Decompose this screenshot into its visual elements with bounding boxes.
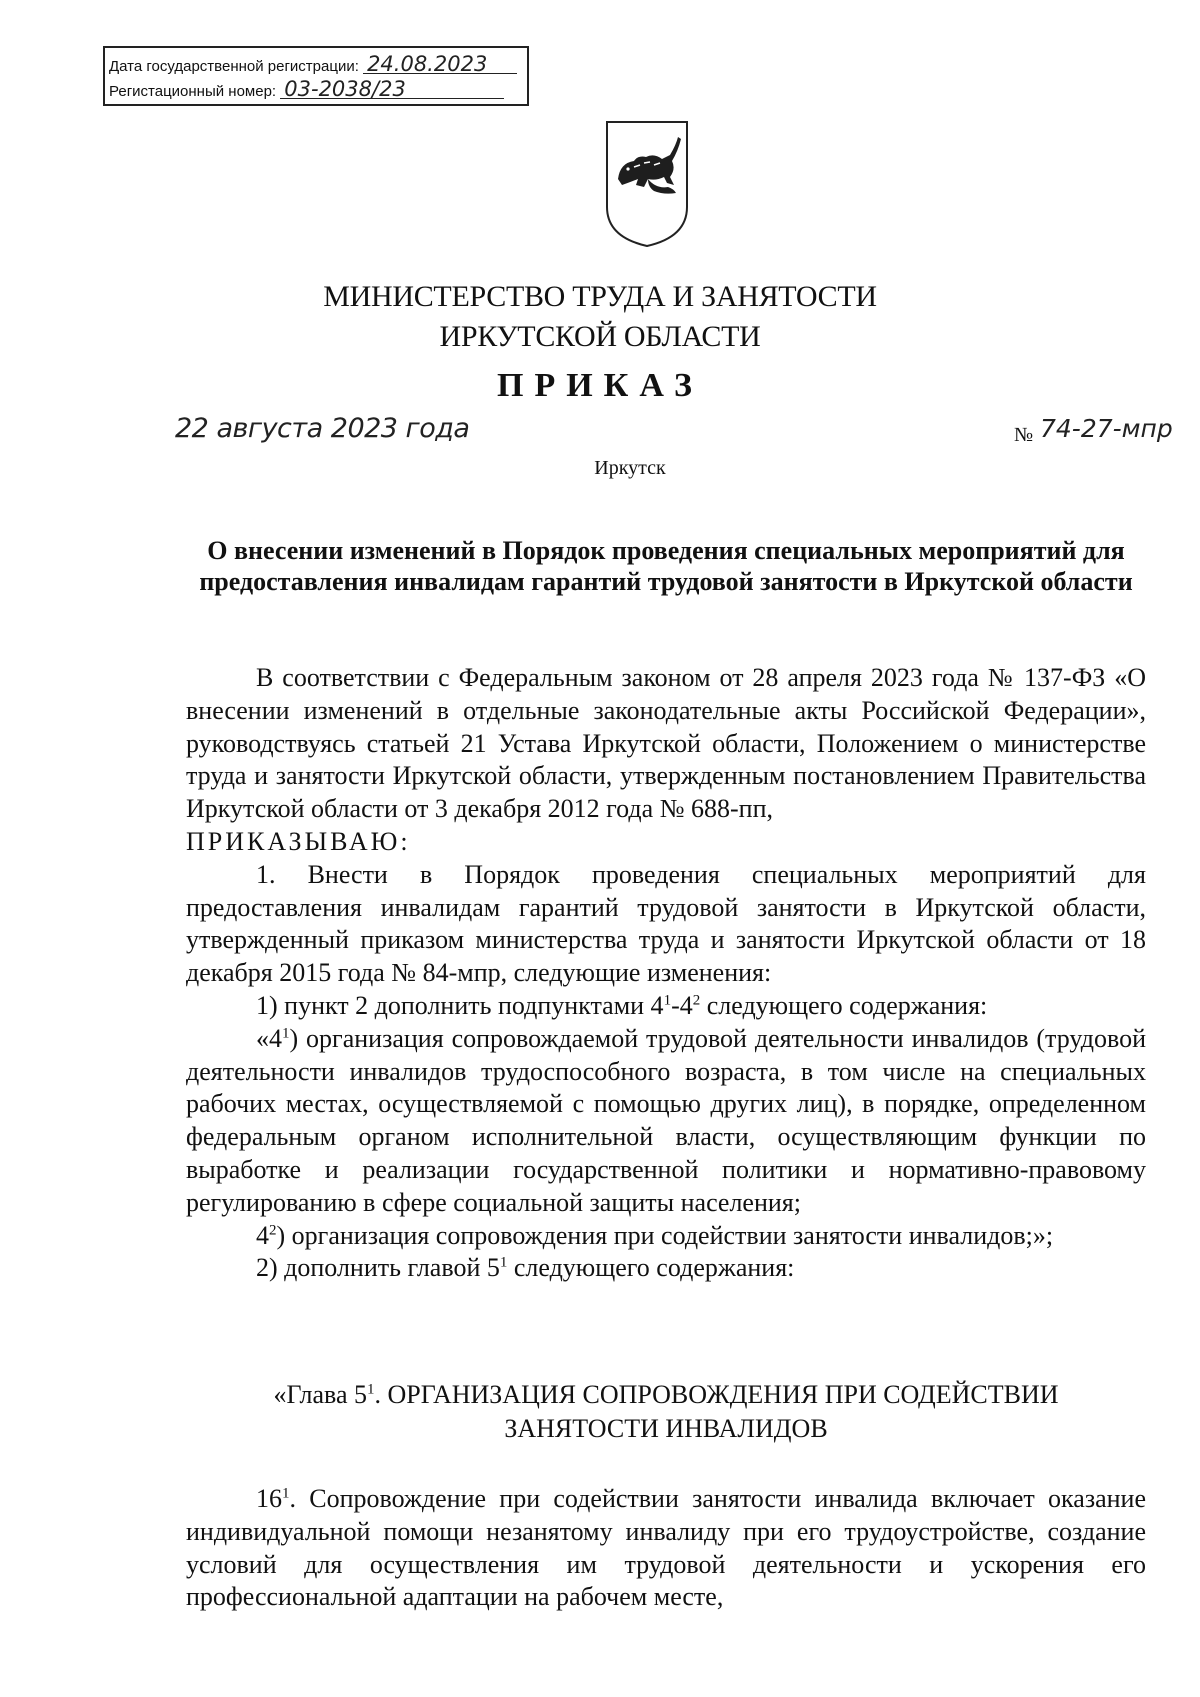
registration-number-label: Регистационный номер: — [109, 83, 277, 100]
order-subject: О внесении изменений в Порядок проведения специальных мероприятий для предоставления инвалидам гарантий трудовой занятости в Иркутской области — [199, 536, 1133, 596]
chapter-heading — [186, 1378, 1146, 1446]
registration-number-row — [109, 79, 519, 104]
irkutsk-coat-of-arms-icon — [604, 119, 690, 249]
quote-4-1-paragraph: «$4^1$) организация сопровождаемой трудовой деятельности инвалидов (трудовой деятельности инвалидов трудоспособного возраста, в том числе на специальных рабочих местах, осуществляемой с помощью других лиц), в порядке, определенном федеральным органом исполнительной власти, осуществляющим функции по выработке и реализации государственной политики и нормативно-правовому регулированию в сфере социальной защиты населения; — [186, 1023, 1146, 1217]
item-1-paragraph: 1. Внести в Порядок проведения специальных мероприятий для предоставления инвалидам гарантий трудовой занятости в Иркутской области, утвержденный приказом министерства труда и занятости Иркутской области от 18 декабря 2015 года № 84-мпр, следующие изменения: — [186, 859, 1146, 988]
number-label: № — [1014, 424, 1034, 446]
subitem-2-paragraph: 2) дополнить главой $5^1$ следующего содержания: — [256, 1253, 795, 1283]
chapter-heading-line-1: «Глава $5^1$. ОРГАНИЗАЦИЯ СОПРОВОЖДЕНИЯ ПРИ СОДЕЙСТВИИ — [273, 1380, 1059, 1409]
ministry-line-1: МИНИСТЕРСТВО ТРУДА И ЗАНЯТОСТИ — [323, 280, 877, 313]
order-word: ПРИКАЗЫВАЮ: — [186, 826, 411, 856]
registration-number-value: 03-2038/23 — [280, 80, 504, 99]
subitem-1-paragraph: 1) пункт 2 дополнить подпунктами $4^1-4^2$ следующего содержания: — [256, 990, 988, 1020]
handwritten-order-number: 74-27-мпр — [1040, 414, 1173, 443]
city-name: Иркутск — [594, 457, 666, 479]
document-type-title: ПРИКАЗ — [497, 367, 703, 404]
registration-stamp — [103, 46, 529, 106]
order-body — [186, 662, 1146, 1285]
ministry-line-2: ИРКУТСКОЙ ОБЛАСТИ — [439, 320, 761, 353]
quote-4-2-paragraph: $4^2$) организация сопровождения при содействии занятости инвалидов;»; — [256, 1220, 1054, 1250]
registration-date-value: 24.08.2023 — [363, 55, 517, 74]
chapter-heading-line-2: ЗАНЯТОСТИ ИНВАЛИДОВ — [504, 1414, 828, 1443]
preamble-paragraph: В соответствии с Федеральным законом от 28 апреля 2023 года № 137-ФЗ «О внесении изменений в отдельные законодательные акты Российской Федерации», руководствуясь статьей 21 Устава Иркутской области, Положением о министерстве труда и занятости Иркутской области, утвержденным постановлением Правительства Иркутской области от 3 декабря 2012 года № 688-пп, — [186, 663, 1146, 824]
registration-date-label: Дата государственной регистрации: — [109, 58, 359, 75]
clause-16-1 — [186, 1483, 1146, 1614]
handwritten-date: 22 августа 2023 года — [175, 413, 470, 444]
registration-date-row — [109, 54, 519, 79]
clause-16-1-paragraph: $16^1$. Сопровождение при содействии занятости инвалида включает оказание индивидуальной помощи незанятому инвалиду при его трудоустройстве, создание условий для осуществления им трудовой деятельности и ускорения его профессиональной адаптации на рабочем месте, — [186, 1484, 1146, 1612]
ministry-name — [0, 277, 1200, 357]
